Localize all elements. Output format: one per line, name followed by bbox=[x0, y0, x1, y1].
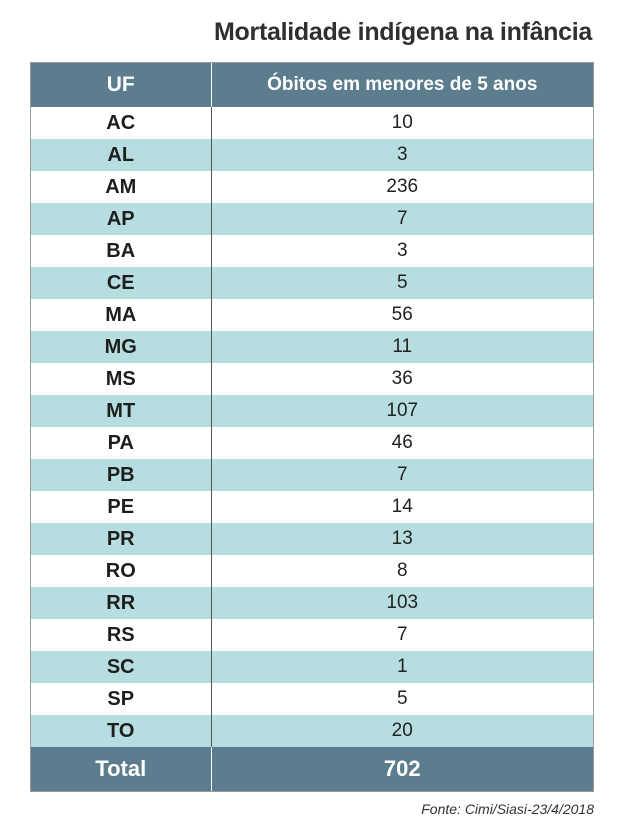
table-header bbox=[31, 63, 593, 107]
uf-cell: CE bbox=[31, 267, 211, 299]
deaths-cell: 3 bbox=[211, 235, 593, 267]
uf-cell: MG bbox=[31, 331, 211, 363]
table-row bbox=[31, 523, 593, 555]
table-row bbox=[31, 139, 593, 171]
uf-cell: AL bbox=[31, 139, 211, 171]
table-row bbox=[31, 491, 593, 523]
total-label: Total bbox=[31, 747, 211, 791]
data-table bbox=[31, 63, 593, 791]
table-row bbox=[31, 459, 593, 491]
deaths-cell: 14 bbox=[211, 491, 593, 523]
source-note: Fonte: Cimi/Siasi-23/4/2018 bbox=[421, 801, 594, 817]
uf-cell: PB bbox=[31, 459, 211, 491]
table-row bbox=[31, 619, 593, 651]
table-row bbox=[31, 427, 593, 459]
table-row bbox=[31, 395, 593, 427]
uf-cell: PR bbox=[31, 523, 211, 555]
uf-cell: PA bbox=[31, 427, 211, 459]
data-table-container bbox=[30, 62, 594, 792]
table-row bbox=[31, 363, 593, 395]
uf-cell: BA bbox=[31, 235, 211, 267]
uf-cell: MS bbox=[31, 363, 211, 395]
deaths-cell: 46 bbox=[211, 427, 593, 459]
deaths-cell: 107 bbox=[211, 395, 593, 427]
column-header-uf: UF bbox=[31, 63, 211, 107]
deaths-cell: 236 bbox=[211, 171, 593, 203]
deaths-cell: 7 bbox=[211, 203, 593, 235]
deaths-cell: 7 bbox=[211, 619, 593, 651]
table-row bbox=[31, 203, 593, 235]
table-row bbox=[31, 235, 593, 267]
table-row bbox=[31, 587, 593, 619]
table-row bbox=[31, 683, 593, 715]
table-row bbox=[31, 299, 593, 331]
uf-cell: AP bbox=[31, 203, 211, 235]
table-row bbox=[31, 267, 593, 299]
total-value: 702 bbox=[211, 747, 593, 791]
table-row bbox=[31, 555, 593, 587]
deaths-cell: 20 bbox=[211, 715, 593, 747]
deaths-cell: 103 bbox=[211, 587, 593, 619]
deaths-cell: 3 bbox=[211, 139, 593, 171]
uf-cell: TO bbox=[31, 715, 211, 747]
deaths-cell: 56 bbox=[211, 299, 593, 331]
chart-title: Mortalidade indígena na infância bbox=[214, 18, 592, 46]
deaths-cell: 1 bbox=[211, 651, 593, 683]
uf-cell: PE bbox=[31, 491, 211, 523]
deaths-cell: 5 bbox=[211, 683, 593, 715]
table-row bbox=[31, 171, 593, 203]
deaths-cell: 10 bbox=[211, 107, 593, 139]
uf-cell: SP bbox=[31, 683, 211, 715]
deaths-cell: 11 bbox=[211, 331, 593, 363]
uf-cell: MT bbox=[31, 395, 211, 427]
uf-cell: SC bbox=[31, 651, 211, 683]
total-row bbox=[31, 747, 593, 791]
deaths-cell: 8 bbox=[211, 555, 593, 587]
column-header-deaths: Óbitos em menores de 5 anos bbox=[211, 63, 593, 107]
table-row bbox=[31, 651, 593, 683]
table-row bbox=[31, 715, 593, 747]
uf-cell: RS bbox=[31, 619, 211, 651]
deaths-cell: 7 bbox=[211, 459, 593, 491]
table-row bbox=[31, 331, 593, 363]
uf-cell: AC bbox=[31, 107, 211, 139]
deaths-cell: 13 bbox=[211, 523, 593, 555]
uf-cell: MA bbox=[31, 299, 211, 331]
deaths-cell: 36 bbox=[211, 363, 593, 395]
deaths-cell: 5 bbox=[211, 267, 593, 299]
table-body bbox=[31, 107, 593, 747]
table-footer bbox=[31, 747, 593, 791]
uf-cell: RO bbox=[31, 555, 211, 587]
uf-cell: RR bbox=[31, 587, 211, 619]
uf-cell: AM bbox=[31, 171, 211, 203]
table-row bbox=[31, 107, 593, 139]
